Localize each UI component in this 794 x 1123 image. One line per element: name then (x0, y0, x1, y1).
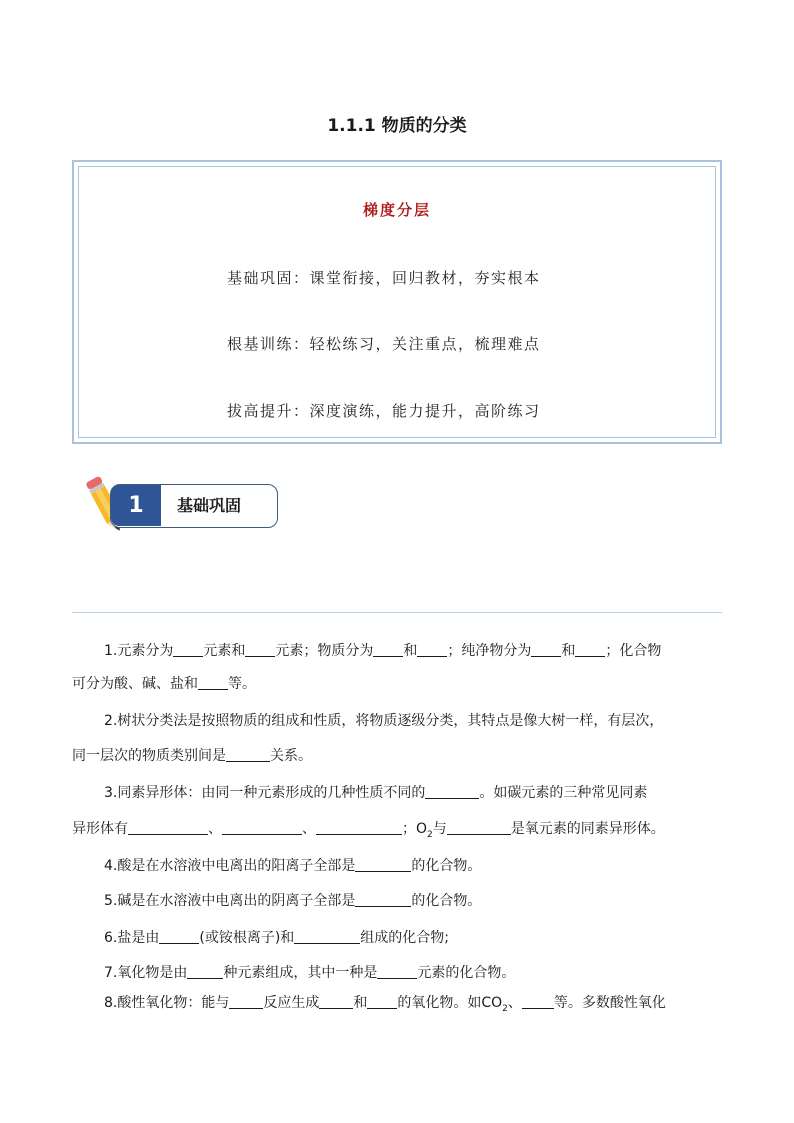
question-3-line-2: 异形体有 、 、 ；$O_2$与 是氧元素的同素异形体。 (72, 821, 665, 840)
intro-box-inner (78, 166, 716, 438)
blank[interactable] (173, 642, 203, 657)
question-1-line-1: 1.元素分为 元素和 元素；物质分为 和 ；纯净物分为 和 ；化合物 (104, 643, 662, 659)
blank[interactable] (229, 994, 263, 1009)
blank[interactable] (373, 642, 403, 657)
blank[interactable] (245, 642, 275, 657)
blank[interactable] (198, 675, 228, 690)
blank[interactable] (222, 820, 302, 835)
section-divider (72, 612, 722, 613)
question-2-line-1: 2.树状分类法是按照物质的组成和性质，将物质逐级分类，其特点是像大树一样，有层次， (104, 713, 664, 729)
intro-line-basic: 基础巩固：课堂衔接，回归教材，夯实根本 (227, 269, 541, 287)
question-6: 6.盐是由 (或铵根离子)和 组成的化合物; (104, 930, 450, 946)
question-3-line-1: 3.同素异形体：由同一种元素形成的几种性质不同的 。如碳元素的三种常见同素 (104, 785, 648, 801)
blank[interactable] (159, 929, 199, 944)
question-7: 7.氧化物是由 种元素组成，其中一种是 元素的化合物。 (104, 965, 516, 981)
page-title: 1.1.1 物质的分类 (327, 116, 467, 136)
question-8: 8.酸性氧化物：能与 反应生成 和 的氧化物。如$CO_2$、 等。多数酸性氧化 (104, 995, 666, 1014)
blank[interactable] (417, 642, 447, 657)
section-label: 基础巩固 (177, 496, 242, 515)
intro-line-foundation: 根基训练：轻松练习，关注重点，梳理难点 (227, 335, 541, 353)
section-badge (110, 484, 278, 528)
question-4: 4.酸是在水溶液中电离出的阳离子全部是 的化合物。 (104, 858, 482, 874)
section-number: 1 (111, 485, 161, 526)
blank[interactable] (294, 929, 360, 944)
blank[interactable] (425, 784, 479, 799)
blank[interactable] (522, 994, 554, 1009)
intro-heading: 梯度分层 (362, 201, 431, 219)
blank[interactable] (316, 820, 402, 835)
question-1-line-2: 可分为酸、碱、盐和 等。 (72, 676, 256, 692)
intro-box (72, 160, 722, 444)
intro-line-advanced: 拔高提升：深度演练，能力提升，高阶练习 (227, 402, 541, 420)
blank[interactable] (226, 747, 270, 762)
question-5: 5.碱是在水溶液中电离出的阴离子全部是 的化合物。 (104, 893, 482, 909)
blank[interactable] (367, 994, 397, 1009)
blank[interactable] (128, 820, 208, 835)
blank[interactable] (447, 820, 511, 835)
blank[interactable] (187, 964, 223, 979)
blank[interactable] (319, 994, 353, 1009)
blank[interactable] (531, 642, 561, 657)
blank[interactable] (377, 964, 417, 979)
blank[interactable] (575, 642, 605, 657)
blank[interactable] (355, 857, 411, 872)
question-2-line-2: 同一层次的物质类别间是 关系。 (72, 748, 312, 764)
blank[interactable] (355, 892, 411, 907)
